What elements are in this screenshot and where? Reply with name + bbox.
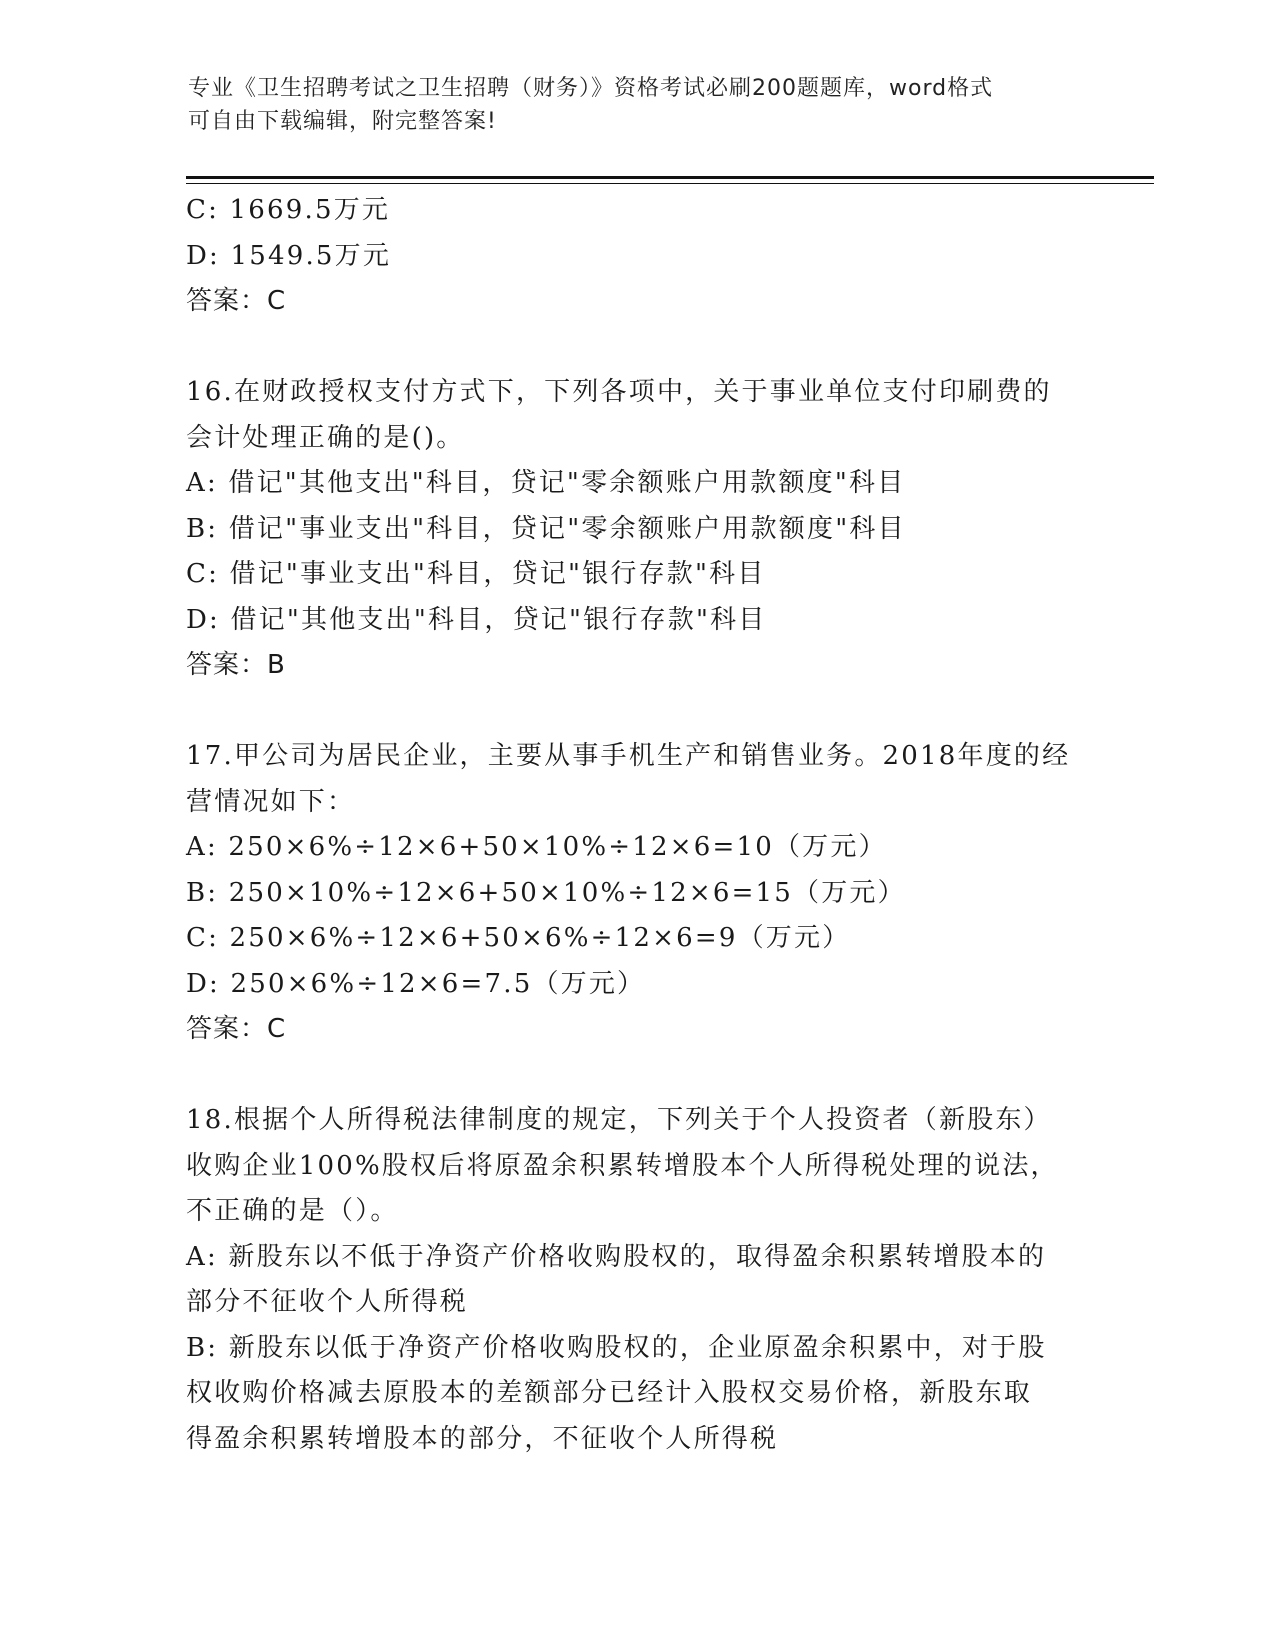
option-c: C: 1669.5万元 (186, 195, 391, 225)
option-c: C: 250×6%÷12×6+50×6%÷12×6=9（万元） (186, 923, 851, 953)
question-17 (186, 734, 1086, 1053)
option-a: A: 借记"其他支出"科目，贷记"零余额账户用款额度"科目 (186, 468, 906, 498)
question-stem-line: 17.甲公司为居民企业，主要从事手机生产和销售业务。2018年度的经 (186, 741, 1071, 771)
option-b: B: 借记"事业支出"科目，贷记"零余额账户用款额度"科目 (186, 513, 906, 544)
option-d: D: 借记"其他支出"科目，贷记"银行存款"科目 (186, 604, 767, 635)
document-body (186, 188, 1086, 1462)
answer-line: 答案：B (186, 650, 286, 680)
option-b-continued: 得盈余积累转增股本的部分，不征收个人所得税 (186, 1423, 779, 1454)
option-c: C: 借记"事业支出"科目，贷记"银行存款"科目 (186, 559, 766, 589)
question-stem-line: 不正确的是（）。 (186, 1196, 399, 1226)
question-16 (186, 370, 1086, 689)
spacer (186, 1053, 1086, 1099)
spacer (186, 689, 1086, 735)
option-b: B: 250×10%÷12×6+50×10%÷12×6=15（万元） (186, 877, 906, 908)
option-a-continued: 部分不征收个人所得税 (186, 1287, 469, 1317)
spacer (186, 325, 1086, 371)
question-15 (186, 188, 1086, 325)
header-divider-thin (186, 183, 1154, 184)
option-b: B: 新股东以低于净资产价格收购股权的，企业原盈余积累中，对于股 (186, 1332, 1047, 1363)
page-header (188, 72, 1088, 138)
question-stem-line: 18.根据个人所得税法律制度的规定，下列关于个人投资者（新股东） (186, 1105, 1052, 1135)
option-a: A: 新股东以不低于净资产价格收购股权的，取得盈余积累转增股本的 (186, 1241, 1047, 1272)
header-title-line-2: 可自由下载编辑，附完整答案! (188, 109, 497, 134)
question-stem-line: 16.在财政授权支付方式下，下列各项中，关于事业单位支付印刷费的 (186, 377, 1052, 407)
question-stem-line: 会计处理正确的是()。 (186, 422, 465, 453)
header-title-line-1: 专业《卫生招聘考试之卫生招聘（财务）》资格考试必刷200题题库，word格式 (188, 76, 994, 101)
question-stem-line: 收购企业100%股权后将原盈余积累转增股本个人所得税处理的说法， (186, 1150, 1059, 1181)
answer-line: 答案：C (186, 1014, 287, 1044)
option-d: D: 250×6%÷12×6=7.5（万元） (186, 968, 646, 999)
question-stem-line: 营情况如下： (186, 786, 356, 817)
option-a: A: 250×6%÷12×6+50×10%÷12×6=10（万元） (186, 832, 887, 862)
question-18 (186, 1098, 1086, 1462)
option-b-continued: 权收购价格减去原股本的差额部分已经计入股权交易价格，新股东取 (186, 1378, 1033, 1408)
answer-line: 答案：C (186, 286, 287, 316)
header-divider-thick (186, 176, 1154, 179)
option-d: D: 1549.5万元 (186, 240, 392, 271)
